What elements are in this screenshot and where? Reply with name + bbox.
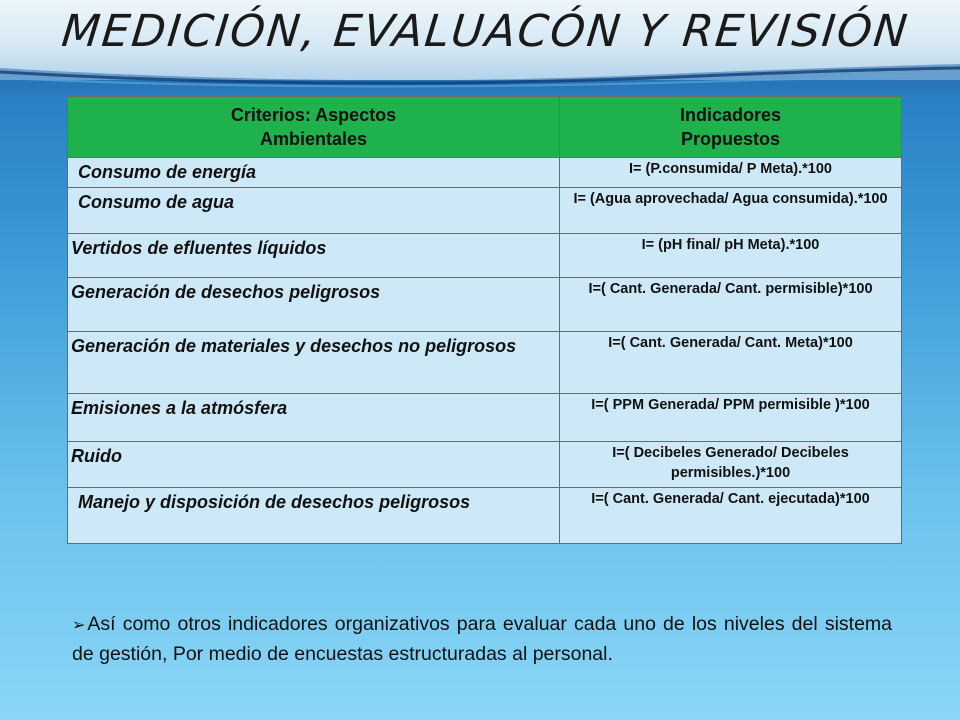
indicador-cell: I=( Decibeles Generado/ Decibeles permisibles.)*100: [560, 442, 902, 488]
header-criterios-line1: Criterios: Aspectos: [230, 105, 397, 125]
indicador-cell: I=( PPM Generada/ PPM permisible )*100: [560, 394, 902, 442]
header-indicadores-line1: Indicadores: [679, 105, 782, 125]
page-title: MEDICIÓN, EVALUACÓN Y REVISIÓN: [59, 6, 912, 57]
criterio-cell: Manejo y disposición de desechos peligrosos: [68, 488, 560, 544]
arrow-bullet-icon: ➢: [72, 616, 86, 634]
indicador-cell: I= (Agua aprovechada/ Agua consumida).*100: [560, 188, 902, 234]
indicador-cell: I=( Cant. Generada/ Cant. Meta)*100: [560, 332, 902, 394]
table-row: [68, 332, 902, 394]
table-header-row: [68, 97, 902, 158]
table-row: [68, 234, 902, 278]
indicador-cell: I=( Cant. Generada/ Cant. permisible)*100: [560, 278, 902, 332]
header-criterios: [68, 97, 560, 158]
footer-note: [72, 610, 892, 668]
header-indicadores-line2: Propuestos: [680, 129, 781, 149]
table-row: [68, 278, 902, 332]
criterio-cell: Consumo de energía: [68, 158, 560, 188]
indicators-table: [67, 96, 902, 544]
table-row: [68, 488, 902, 544]
table-row: [68, 442, 902, 488]
criterio-cell: Consumo de agua: [68, 188, 560, 234]
table-row: [68, 188, 902, 234]
criterio-cell: Ruido: [68, 442, 560, 488]
title-swoosh-decoration: [0, 62, 960, 92]
criterio-cell: Generación de materiales y desechos no peligrosos: [68, 332, 560, 394]
criterio-cell: Generación de desechos peligrosos: [68, 278, 560, 332]
header-criterios-line2: Ambientales: [259, 129, 368, 149]
indicador-cell: I=( Cant. Generada/ Cant. ejecutada)*100: [560, 488, 902, 544]
indicador-cell: I= (pH final/ pH Meta).*100: [560, 234, 902, 278]
table-row: [68, 394, 902, 442]
header-indicadores: [560, 97, 902, 158]
footer-note-text: Así como otros indicadores organizativos para evaluar cada uno de los niveles del sistema de gestión, Por medio de encuestas estructuradas al personal.: [72, 612, 892, 665]
table-row: [68, 158, 902, 188]
criterio-cell: Vertidos de efluentes líquidos: [68, 234, 560, 278]
indicador-cell: I= (P.consumida/ P Meta).*100: [560, 158, 902, 188]
criterio-cell: Emisiones a la atmósfera: [68, 394, 560, 442]
